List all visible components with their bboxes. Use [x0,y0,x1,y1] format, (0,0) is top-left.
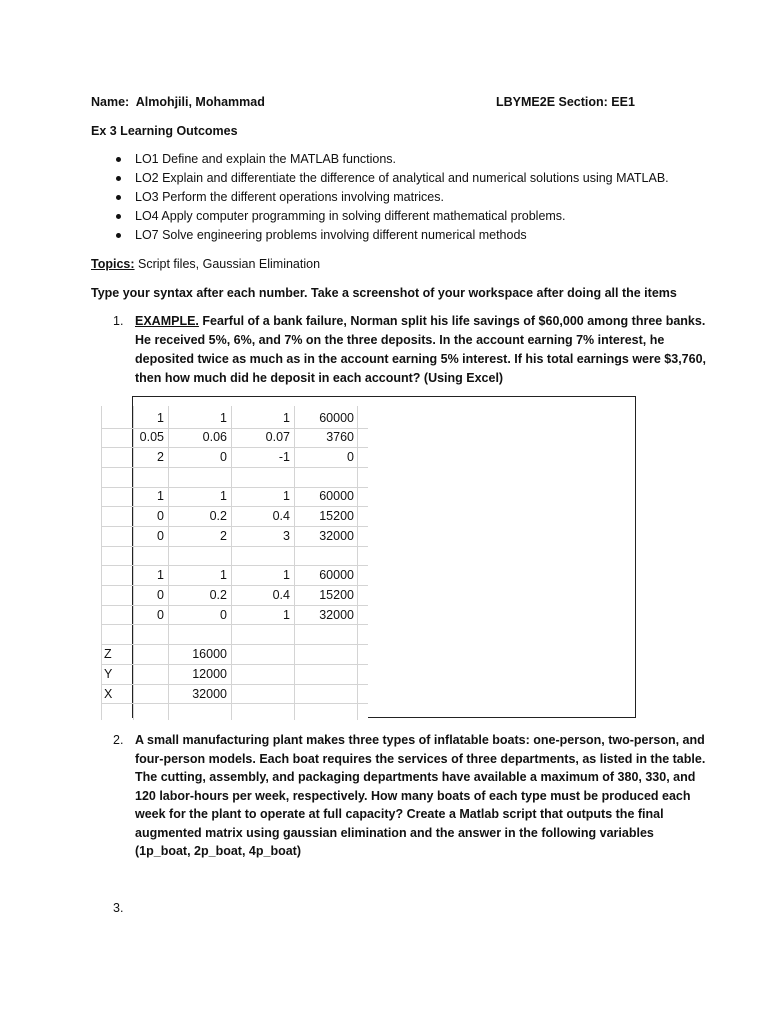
sheet-cell: 32000 [319,529,354,543]
problem3-number: 3. [113,901,124,915]
sheet-cell: 0 [157,509,164,523]
problem2-text: A small manufacturing plant makes three types of inflatable boats: one-person, two-person, and [135,733,705,747]
bullet-icon [116,214,121,219]
sheet-cell: 1 [220,489,227,503]
sheet-cell: 0.07 [265,430,290,444]
outcome-item: LO1 Define and explain the MATLAB functions. [135,152,397,166]
sheet-cell: 60000 [319,489,354,503]
student-name: Almohjili, Mohammad [135,95,265,109]
sheet-cell: 1 [220,568,227,582]
grid-line [101,703,368,704]
sheet-cell: 1 [283,568,290,582]
grid-line [101,644,368,645]
outcome-item: LO3 Perform the different operations involving matrices. [135,190,444,204]
topics-label: Topics: [91,257,135,271]
problem1-text: He received 5%, 6%, and 7% on the three deposits. In the account earning 7% interest, he [135,333,665,347]
sheet-cell: 0.4 [272,509,290,523]
sheet-cell: 15200 [319,588,354,602]
sheet-cell: 1 [157,568,164,582]
sheet-cell: 0 [157,588,164,602]
instruction: Type your syntax after each number. Take a screenshot of your workspace after doing all the items [91,286,677,300]
grid-line [101,684,368,685]
problem1-number: 1. [113,314,124,328]
problem2-number: 2. [113,733,124,747]
sheet-cell: 2 [220,529,227,543]
outcome-item: LO7 Solve engineering problems involving different numerical methods [135,228,527,242]
screenshot-frame-bottom [368,717,635,718]
sheet-cell: 1 [157,411,164,425]
sheet-cell: 32000 [192,687,227,701]
sheet-cell: 60000 [319,411,354,425]
sheet-cell: 0 [157,529,164,543]
problem2-text: augmented matrix using gaussian elimination and the answer in the following variables [135,826,654,840]
bullet-icon [116,195,121,200]
bullet-icon [116,176,121,181]
name-line [91,93,265,112]
problem1-text: then how much did he deposit in each account? (Using Excel) [135,371,504,385]
problem2-text: four-person models. Each boat requires the services of three departments, as listed in the table. [135,752,706,766]
sheet-cell: 1 [283,489,290,503]
grid-line [357,406,358,720]
sheet-cell: 0.4 [272,588,290,602]
outcome-item: LO2 Explain and differentiate the difference of analytical and numerical solutions using MATLAB. [135,171,669,185]
example-tag: EXAMPLE. [135,314,199,328]
outcome-item: LO4 Apply computer programming in solving different mathematical problems. [135,209,566,223]
sheet-cell: X [104,687,113,701]
sheet-cell: 12000 [192,667,227,681]
sheet-cell: 1 [283,411,290,425]
sheet-cell: 16000 [192,647,227,661]
name-label: Name: [91,95,130,109]
problem2-text: 120 labor-hours per week, respectively. How many boats of each type must be produced each [135,789,691,803]
sheet-cell: 1 [283,608,290,622]
sheet-cell: 3 [283,529,290,543]
sheet-cell: 3760 [326,430,354,444]
problem2-text: week for the plant to operate at full capacity? Create a Matlab script that outputs the final [135,807,664,821]
section-label: LBYME2E Section: EE1 [496,95,635,109]
sheet-cell: 0 [157,608,164,622]
grid-line [101,406,102,720]
problem1-text: Fearful of a bank failure, Norman split his life savings of $60,000 among three banks. [198,314,706,328]
outcomes-title: Ex 3 Learning Outcomes [91,124,238,138]
sheet-cell: -1 [278,450,290,464]
grid-line [101,664,368,665]
sheet-cell: 15200 [319,509,354,523]
sheet-cell: 60000 [319,568,354,582]
bullet-icon [116,157,121,162]
topics-value: Script files, Gaussian Elimination [134,257,321,271]
sheet-cell: 0 [220,608,227,622]
sheet-cell: 2 [157,450,164,464]
sheet-cell: 1 [157,489,164,503]
sheet-cell: 0.05 [139,430,164,444]
sheet-cell: 0.06 [202,430,227,444]
sheet-cell: 32000 [319,608,354,622]
sheet-cell: Z [104,647,112,661]
problem2-text: (1p_boat, 2p_boat, 4p_boat) [135,844,301,858]
sheet-cell: 0 [220,450,227,464]
topics-line [91,255,320,274]
problem1-line [135,312,705,331]
sheet-cell: 0.2 [209,588,227,602]
problem1-text: deposited twice as much as in the account earning 5% interest. If his total earnings were $3,760, [135,352,707,366]
sheet-cell: 1 [220,411,227,425]
sheet-cell: 0 [347,450,354,464]
problem2-text: The cutting, assembly, and packaging departments have available a maximum of 380, 330, and [135,770,696,784]
bullet-icon [116,233,121,238]
sheet-cell: Y [104,667,113,681]
sheet-cell: 0.2 [209,509,227,523]
